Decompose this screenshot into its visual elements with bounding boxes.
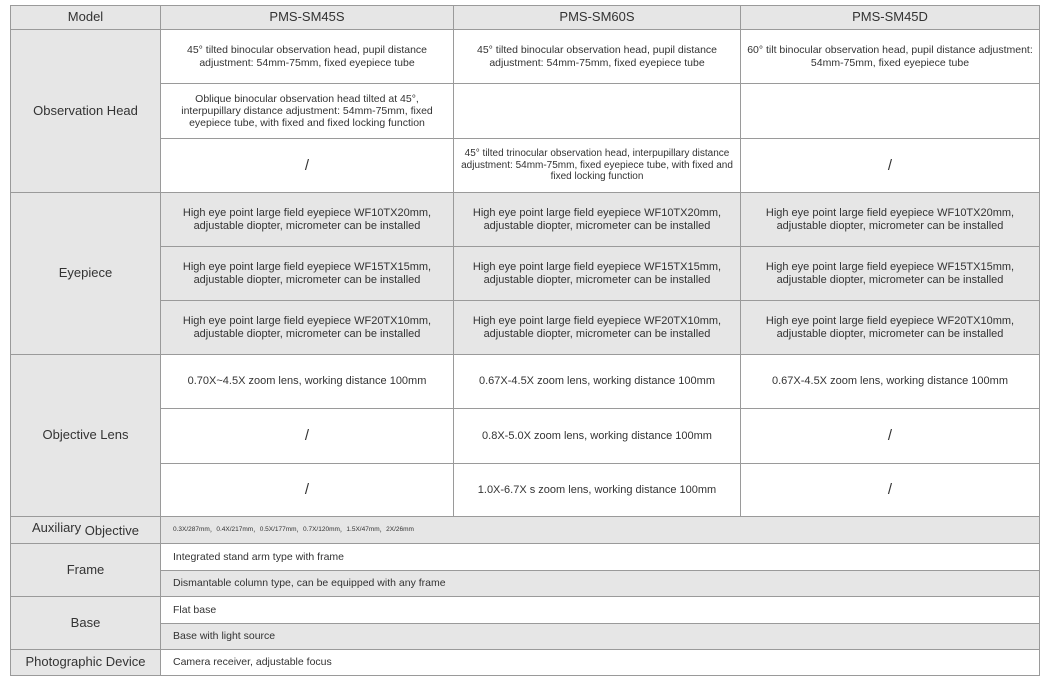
photographic-device-label: Photographic Device	[11, 650, 161, 676]
spec-cell: High eye point large field eyepiece WF20TX10mm, adjustable diopter, micrometer can be installed	[161, 301, 454, 355]
photographic-device-value: Camera receiver, adjustable focus	[161, 650, 1040, 676]
model-header-label: Model	[11, 6, 161, 30]
spec-cell: High eye point large field eyepiece WF15TX15mm, adjustable diopter, micrometer can be installed	[161, 247, 454, 301]
objective-lens-label: Objective Lens	[11, 355, 161, 517]
auxiliary-objective-values: 0.3X/287mm，0.4X/217mm，0.5X/177mm，0.7X/120mm，1.5X/47mm，2X/26mm	[161, 517, 1040, 544]
spec-cell: High eye point large field eyepiece WF20TX10mm, adjustable diopter, micrometer can be installed	[741, 301, 1040, 355]
spec-cell: High eye point large field eyepiece WF15TX15mm, adjustable diopter, micrometer can be installed	[454, 247, 741, 301]
base-label: Base	[11, 597, 161, 650]
spec-cell: Oblique binocular observation head tilted at 45°, interpupillary distance adjustment: 54mm-75mm, fixed eyepiece tube, with fixed and fixed locking function	[161, 84, 454, 139]
base-option: Flat base	[161, 597, 1040, 624]
spec-cell: 45° tilted binocular observation head, pupil distance adjustment: 54mm-75mm, fixed eyepiece tube	[454, 30, 741, 84]
spec-cell: High eye point large field eyepiece WF10TX20mm, adjustable diopter, micrometer can be installed	[741, 193, 1040, 247]
eyepiece-label: Eyepiece	[11, 193, 161, 355]
model-name: PMS-SM45D	[741, 6, 1040, 30]
spec-cell: High eye point large field eyepiece WF10TX20mm, adjustable diopter, micrometer can be installed	[454, 193, 741, 247]
observation-head-label: Observation Head	[11, 30, 161, 193]
spec-cell: 0.8X-5.0X zoom lens, working distance 100mm	[454, 409, 741, 464]
spec-cell: 60° tilt binocular observation head, pupil distance adjustment: 54mm-75mm, fixed eyepiece tube	[741, 30, 1040, 84]
auxiliary-word: Auxiliary	[32, 519, 82, 535]
spec-cell: High eye point large field eyepiece WF15TX15mm, adjustable diopter, micrometer can be installed	[741, 247, 1040, 301]
frame-option: Integrated stand arm type with frame	[161, 544, 1040, 571]
spec-cell: 45° tilted binocular observation head, pupil distance adjustment: 54mm-75mm, fixed eyepiece tube	[161, 30, 454, 84]
spec-cell: 45° tilted trinocular observation head, interpupillary distance adjustment: 54mm-75mm, fixed eyepiece tube, with fixed and fixed locking function	[454, 139, 741, 193]
spec-cell: 0.70X~4.5X zoom lens, working distance 100mm	[161, 355, 454, 409]
spec-cell: 1.0X-6.7X s zoom lens, working distance 100mm	[454, 464, 741, 517]
objective-word: Objective	[84, 522, 139, 538]
spec-cell: High eye point large field eyepiece WF10TX20mm, adjustable diopter, micrometer can be installed	[161, 193, 454, 247]
spec-table	[10, 5, 1040, 676]
auxiliary-objective-label	[11, 517, 161, 544]
frame-label: Frame	[11, 544, 161, 597]
not-available-cell: /	[161, 139, 454, 193]
not-available-cell: /	[741, 464, 1040, 517]
spec-cell: 0.67X-4.5X zoom lens, working distance 100mm	[454, 355, 741, 409]
spec-cell-empty	[454, 84, 741, 139]
not-available-cell: /	[741, 409, 1040, 464]
spec-cell: High eye point large field eyepiece WF20TX10mm, adjustable diopter, micrometer can be installed	[454, 301, 741, 355]
base-option: Base with light source	[161, 624, 1040, 650]
frame-option: Dismantable column type, can be equipped with any frame	[161, 571, 1040, 597]
not-available-cell: /	[161, 464, 454, 517]
spec-cell-empty	[741, 84, 1040, 139]
not-available-cell: /	[161, 409, 454, 464]
not-available-cell: /	[741, 139, 1040, 193]
spec-cell: 0.67X-4.5X zoom lens, working distance 100mm	[741, 355, 1040, 409]
model-name: PMS-SM45S	[161, 6, 454, 30]
model-name: PMS-SM60S	[454, 6, 741, 30]
